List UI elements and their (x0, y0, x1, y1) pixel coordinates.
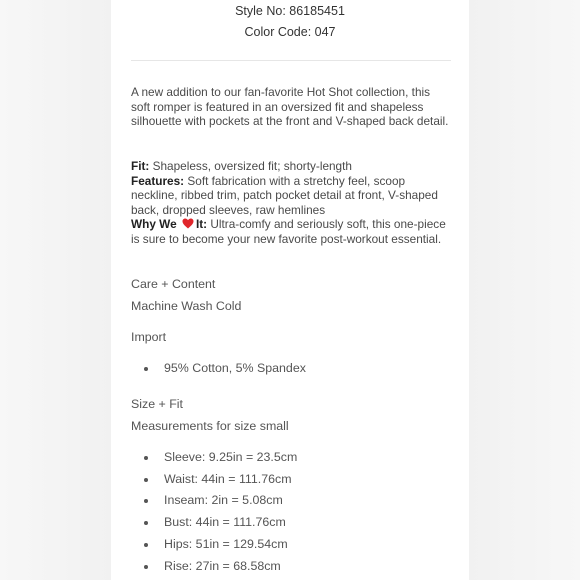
red-heart-icon (182, 218, 194, 229)
measurement-text: Hips: 51in = 129.54cm (164, 537, 288, 551)
measurement-item (131, 493, 451, 509)
bullet-dot-icon (144, 367, 148, 371)
care-wash: Machine Wash Cold (131, 299, 242, 313)
section-divider (131, 60, 451, 61)
bullet-dot-icon (144, 478, 148, 482)
measurement-item (131, 450, 451, 466)
color-code: Color Code: 047 (244, 25, 336, 39)
why-label-start: Why We (131, 217, 177, 232)
product-description: A new addition to our fan-favorite Hot Shot collection, this soft romper is featured in an oversized fit and shapeless silhouette with pockets at the front and V-shaped back detail. (131, 85, 449, 129)
bullet-dot-icon (144, 456, 148, 460)
measurement-text: Sleeve: 9.25in = 23.5cm (164, 450, 298, 464)
left-margin (0, 0, 111, 580)
size-note: Measurements for size small (131, 419, 289, 433)
measurement-text: Rise: 27in = 68.58cm (164, 559, 281, 573)
measurement-text: Bust: 44in = 111.76cm (164, 515, 286, 529)
measurement-item (131, 559, 451, 575)
care-origin: Import (131, 330, 167, 344)
fit-text: Shapeless, oversized fit; shorty-length (149, 159, 352, 173)
measurement-item (131, 515, 451, 531)
bullet-dot-icon (144, 499, 148, 503)
fit-label: Fit: (131, 159, 150, 173)
features-label: Features: (131, 173, 185, 188)
bullet-dot-icon (144, 565, 148, 569)
product-details (131, 159, 451, 247)
right-margin (469, 0, 580, 580)
size-title: Size + Fit (131, 397, 183, 411)
materials-item (131, 361, 451, 377)
measurement-text: Waist: 44in = 111.76cm (164, 472, 292, 486)
measurement-text: Inseam: 2in = 5.08cm (164, 493, 283, 507)
style-number: Style No: 86185451 (235, 4, 345, 18)
bullet-dot-icon (144, 543, 148, 547)
features-text: Soft fabrication with a stretchy feel, scoop neckline, ribbed trim, patch pocket detail at front, V-shaped back, dropped sleeves, raw hemlines (131, 173, 438, 217)
measurement-item (131, 537, 451, 553)
why-text: Ultra-comfy and seriously soft, this one-piece is sure to become your new favorite post-workout essential. (131, 217, 446, 246)
bullet-dot-icon (144, 521, 148, 525)
materials-text: 95% Cotton, 5% Spandex (164, 361, 306, 375)
measurement-item (131, 472, 451, 488)
care-title: Care + Content (131, 277, 216, 291)
why-label-end: It: (195, 217, 208, 232)
